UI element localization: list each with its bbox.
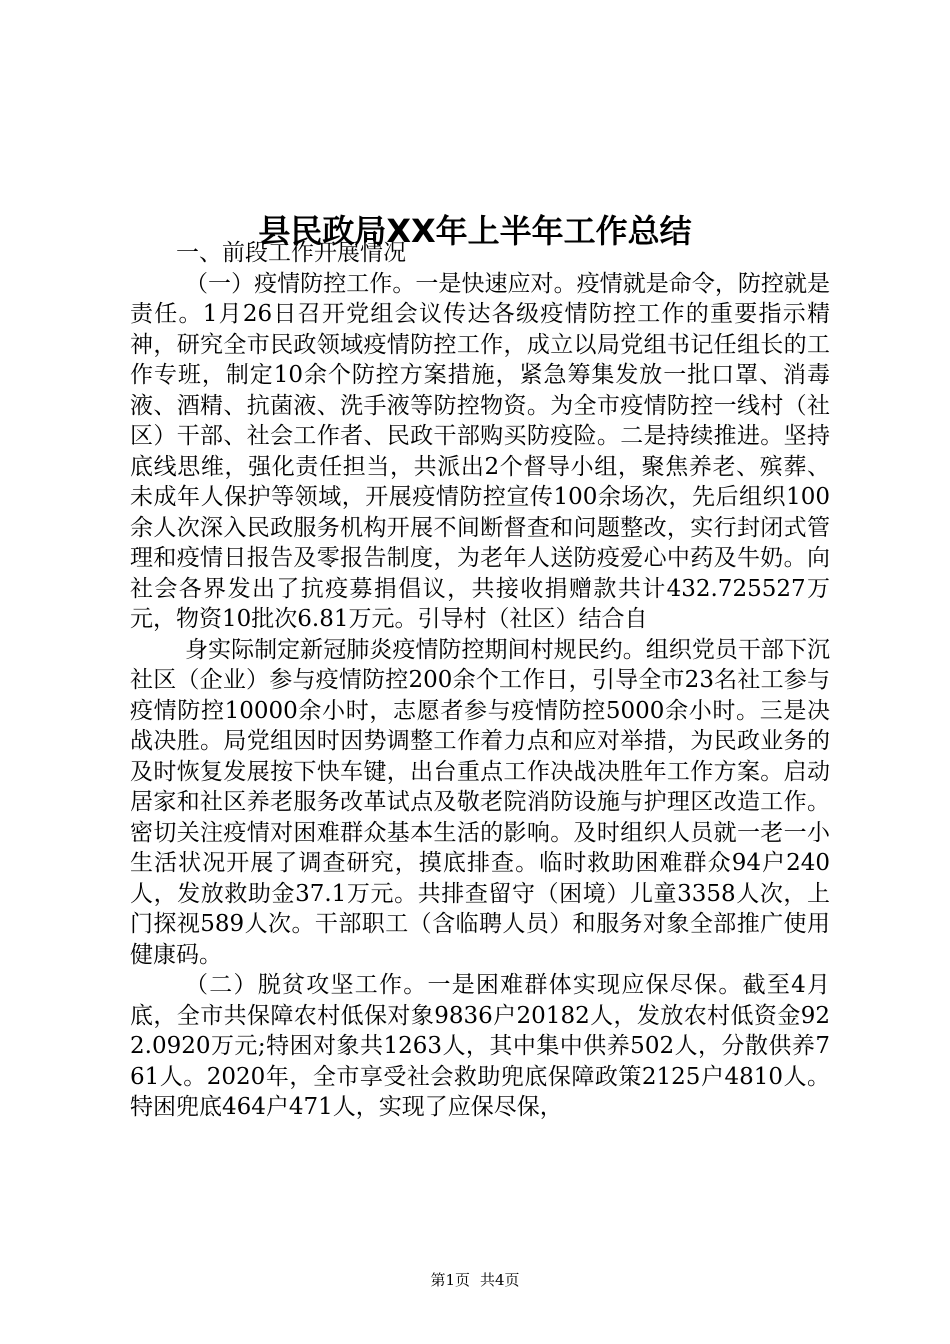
document-body — [130, 238, 830, 1123]
paragraph-epidemic-control-continued: 身实际制定新冠肺炎疫情防控期间村规民约。组织党员干部下沉社区（企业）参与疫情防控200余个工作日，引导全市23名社工参与疫情防控10000余小时，志愿者参与疫情防控5000余小时。三是决战决胜。局党组因时因势调整工作着力点和应对举措，为民政业务的及时恢复发展按下快车键，出台重点工作决战决胜年工作方案。启动居家和社区养老服务改革试点及敬老院消防设施与护理区改造工作。密切关注疫情对困难群众基本生活的影响。及时组织人员就一老一小生活状况开展了调查研究，摸底排查。临时救助困难群众94户240人，发放救助金37.1万元。共排查留守（困境）儿童3358人次，上门探视589人次。干部职工（含临聘人员）和服务对象全部推广使用健康码。 — [130, 636, 830, 968]
paragraph-poverty-alleviation: （二）脱贫攻坚工作。一是困难群体实现应保尽保。截至4月底，全市共保障农村低保对象9836户20182人，发放农村低资金922.0920万元;特困对象共1263人，其中集中供养502人，分散供养761人。2020年，全市享受社会救助兜底保障政策2125户4810人。特困兜底464户471人，实现了应保尽保， — [130, 972, 830, 1120]
page-number: 第1页 — [430, 1271, 470, 1289]
paragraph-epidemic-control: （一）疫情防控工作。一是快速应对。疫情就是命令，防控就是责任。1月26日召开党组会议传达各级疫情防控工作的重要指示精神，研究全市民政领域疫情防控工作，成立以局党组书记任组长的工作专班，制定10余个防控方案措施，紧急筹集发放一批口罩、消毒液、酒精、抗菌液、洗手液等防控物资。为全市疫情防控一线村（社区）干部、社会工作者、民政干部购买防疫险。二是持续推进。坚持底线思维，强化责任担当，共派出2个督导小组，聚焦养老、殡葬、未成年人保护等领域，开展疫情防控宣传100余场次，先后组织100余人次深入民政服务机构开展不间断督查和问题整改，实行封闭式管理和疫情日报告及零报告制度，为老年人送防疫爱心中药及牛奶。向社会各界发出了抗疫募捐倡议，共接收捐赠款共计432.725527万元，物资10批次6.81万元。引导村（社区）结合自 — [130, 270, 830, 632]
page-total: 共4页 — [480, 1271, 520, 1289]
page-footer — [0, 1270, 950, 1290]
section-heading: 一、前段工作开展情况 — [176, 240, 406, 266]
document-title: 县民政局XX年上半年工作总结 — [258, 212, 692, 251]
